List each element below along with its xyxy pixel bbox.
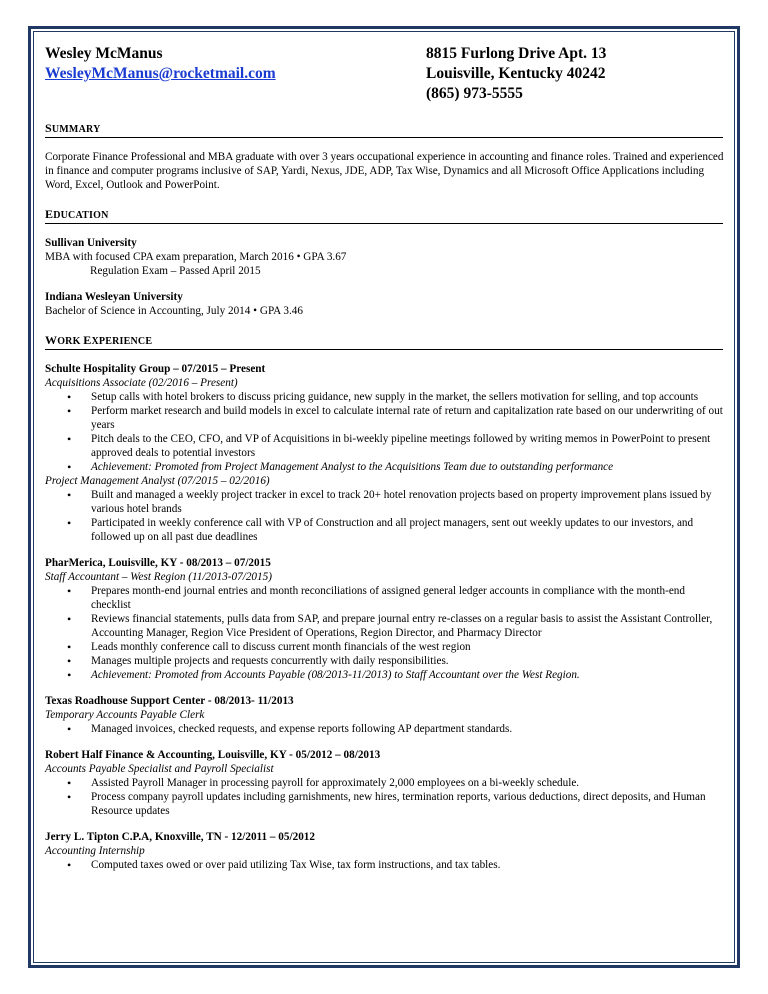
education-section (45, 208, 725, 318)
job-role: Staff Accountant – West Region (11/2013-07/2015) (45, 571, 272, 583)
job-role: Project Management Analyst (07/2015 – 02/2016) (45, 475, 270, 487)
job-role: Accounts Payable Specialist and Payroll Specialist (45, 763, 274, 775)
job-bullets (45, 488, 725, 544)
job-employer: Jerry L. Tipton C.P.A, Knoxville, TN - 12/2011 – 05/2012 (45, 831, 315, 843)
list-item: • Perform market research and build models in excel to calculate internal rate of return and capitalization rate based on our underwriting of out years (45, 404, 725, 432)
job-bullets (45, 584, 725, 682)
email-link[interactable]: WesleyMcManus@rocketmail.com (45, 65, 276, 82)
job-employer: Texas Roadhouse Support Center - 08/2013- 11/2013 (45, 695, 294, 707)
job-bullets (45, 722, 725, 736)
list-item: • Participated in weekly conference call with VP of Construction and all project managers, sent out weekly updates to our investors, and followed up on all past due deadlines (45, 516, 725, 544)
job-employer: Schulte Hospitality Group – 07/2015 – Present (45, 363, 266, 375)
list-item: • Built and managed a weekly project tracker in excel to track 20+ hotel renovation projects based on property improvement plans issued by various hotel brands (45, 488, 725, 516)
job-employer: Robert Half Finance & Accounting, Louisville, KY - 05/2012 – 08/2013 (45, 749, 381, 761)
job-role: Acquisitions Associate (02/2016 – Present) (45, 377, 238, 389)
job-role: Accounting Internship (45, 845, 145, 857)
summary-heading: SUMMARY (45, 122, 723, 138)
job-bullets (45, 776, 725, 818)
education-heading: EDUCATION (45, 208, 723, 224)
exam-text: Regulation Exam – Passed April 2015 (90, 265, 261, 277)
list-item: • Managed invoices, checked requests, and expense reports following AP department standards. (45, 722, 725, 736)
work-section (45, 334, 725, 872)
job-bullets (45, 858, 725, 872)
list-item: • Assisted Payroll Manager in processing payroll for approximately 2,000 employees on a bi-weekly schedule. (45, 776, 725, 790)
resume-page (45, 40, 725, 872)
list-item: • Leads monthly conference call to discuss current month financials of the west region (45, 640, 725, 654)
list-item: • Pitch deals to the CEO, CFO, and VP of Acquisitions in bi-weekly pipeline meetings followed by writing memos in PowerPoint to present approved deals to potential investors (45, 432, 725, 460)
list-item: • Achievement: Promoted from Accounts Payable (08/2013-11/2013) to Staff Accountant over the West Region. (45, 668, 725, 682)
address-line-1: 8815 Furlong Drive Apt. 13 (426, 45, 607, 62)
school-name: Sullivan University (45, 237, 137, 249)
list-item: • Manages multiple projects and requests concurrently with daily responsibilities. (45, 654, 725, 668)
job-role: Temporary Accounts Payable Clerk (45, 709, 205, 721)
job-bullets (45, 390, 725, 474)
degree-text: Bachelor of Science in Accounting, July 2014 • GPA 3.46 (45, 305, 303, 317)
list-item: • Prepares month-end journal entries and month reconciliations of assigned general ledger accounts in compliance with the month-end checklist (45, 584, 725, 612)
list-item: • Computed taxes owed or over paid utilizing Tax Wise, tax form instructions, and tax tables. (45, 858, 725, 872)
address-line-2: Louisville, Kentucky 40242 (426, 65, 606, 82)
list-item: • Achievement: Promoted from Project Management Analyst to the Acquisitions Team due to outstanding performance (45, 460, 725, 474)
phone-number: (865) 973-5555 (426, 85, 523, 102)
school-name: Indiana Wesleyan University (45, 291, 183, 303)
list-item: • Reviews financial statements, pulls data from SAP, and prepare journal entry re-classes on a regular basis to assist the Assistant Controller, Accounting Manager, Region Vice President of Operations, Region Director, and Pharmacy Director (45, 612, 725, 640)
work-heading: WORK EXPERIENCE (45, 334, 723, 350)
candidate-name: Wesley McManus (45, 45, 163, 62)
list-item: • Setup calls with hotel brokers to discuss pricing guidance, new supply in the market, the sellers motivation for selling, and top accounts (45, 390, 725, 404)
job-employer: PharMerica, Louisville, KY - 08/2013 – 07/2015 (45, 557, 271, 569)
degree-text: MBA with focused CPA exam preparation, March 2016 • GPA 3.67 (45, 251, 347, 263)
summary-text: Corporate Finance Professional and MBA graduate with over 3 years occupational experience in accounting and finance roles. Trained and experienced in finance and computer programs inclusive of SAP, Yardi, Nexus, JDE, ADP, Tax Wise, Dynamics and all Microsoft Office Applications including Word, Excel, Outlook and PowerPoint. (45, 151, 724, 191)
resume-header (45, 40, 725, 106)
list-item: • Process company payroll updates including garnishments, new hires, termination reports, various deductions, direct deposits, and Human Resource updates (45, 790, 725, 818)
summary-section (45, 122, 725, 192)
contact-address (426, 44, 606, 104)
